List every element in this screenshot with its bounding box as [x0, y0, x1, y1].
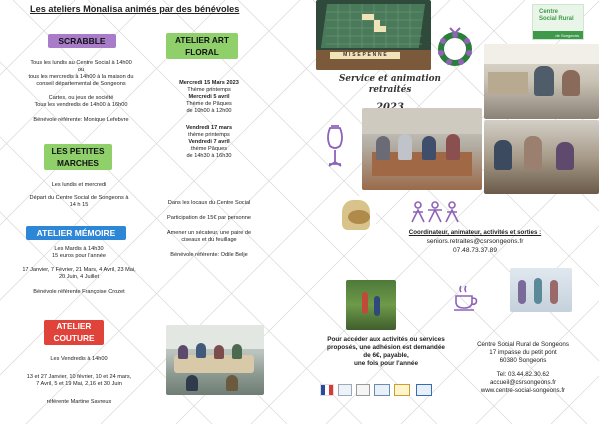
scrabble-line: tous les mercredis à 14h00 à la maison du [28, 74, 134, 80]
adhesion-line: proposés, une adhésion est demandée [327, 344, 445, 351]
marches-line: Les lundis et mercredi [51, 182, 107, 188]
gym-exercise-photo [510, 268, 572, 312]
badge-line: LES PETITES [51, 146, 105, 156]
address-line: 60380 Songeons [499, 357, 547, 364]
marches-section-text [0, 182, 158, 209]
scrabble-game-photo [316, 0, 431, 70]
badge-line: FLORAL [185, 47, 219, 57]
nuts-bag-photo [338, 196, 376, 234]
badge-line: ATELIER [56, 321, 92, 331]
coordinator-email[interactable]: seniors.retraites@csrsongeons.fr [426, 238, 524, 245]
scrabble-line: ou [77, 67, 85, 73]
floral-hours: de 10h00 à 12h00 [186, 108, 232, 114]
couture-line: 13 et 27 Janvier, 10 février, 10 et 24 mars, [26, 374, 132, 380]
republique-logo [320, 384, 334, 396]
floral-line: Amener un sécateur, une paire de [166, 230, 252, 236]
memoire-line: 15 euros pour l'année [52, 253, 106, 259]
scrabble-line: Cartes, ou jeux de société [48, 95, 114, 101]
floral-theme: thème printemps [188, 132, 230, 138]
adhesion-line: Pour accéder aux activités ou services [327, 336, 445, 343]
scrabble-board-grid [326, 4, 422, 48]
logo-line: Social Rural [539, 16, 574, 22]
address-block [458, 341, 588, 395]
atelier-couture-badge [44, 320, 104, 345]
logo-line: de Songeons [555, 33, 579, 38]
couture-line: 7 Avril, 5 et 19 Mai, 2,16 et 30 Juin [36, 381, 122, 387]
floral-section-text [160, 80, 258, 160]
memoire-section-text [0, 246, 158, 296]
address-line: 17 impasse du petit pont [489, 349, 557, 356]
badge-line: ATELIER ART [175, 35, 229, 45]
hikers-forest-photo [346, 280, 396, 330]
memoire-line: 20 Juin, 4 Juillet [58, 274, 100, 280]
flower-wreath-icon [434, 24, 476, 70]
memoire-referent: Bénévole référente Françoise Crozet [33, 289, 125, 295]
floral-theme: thème Pâques [190, 146, 228, 152]
seniors-gathering-photo [484, 120, 599, 194]
coordinator-block [380, 228, 570, 255]
floral-hours: de 14h30 à 16h30 [186, 153, 232, 159]
address-email[interactable]: accueil@csrsongeons.fr [489, 379, 557, 386]
couture-section-text [0, 356, 158, 406]
page-title: Les ateliers Monalisa animés par des bénévoles [30, 4, 240, 14]
floral-date: Vendredi 7 avril [188, 139, 230, 145]
floral-line: Participation de 15€ par personne [167, 215, 251, 221]
floral-theme: Thème printemps [187, 87, 231, 93]
petites-marches-badge [44, 144, 112, 170]
scrabble-line: Tous les vendredis de 14h00 à 16h00 [34, 102, 128, 108]
people-group-icon [410, 200, 460, 224]
floral-line: ciseaux et du feuillage [181, 237, 237, 243]
partner-logos-row [320, 382, 442, 398]
partner-logo [416, 384, 432, 396]
logo-line: Centre [539, 9, 559, 15]
couture-workshop-photo [166, 325, 264, 395]
scrabble-referent: Bénévole référente: Monique Lefebvre [33, 117, 129, 123]
scrabble-badge: SCRABBLE [48, 34, 116, 48]
partner-logo [374, 384, 390, 396]
memoire-line: 17 Janvier, 7 Février, 21 Mars, 4 Avril, 23 Mai, [22, 267, 136, 273]
sewing-mannequin-icon [320, 120, 350, 168]
coordinator-phone: 07.48.73.37.89 [453, 247, 497, 254]
floral-date: Mercredi 15 Mars 2023 [179, 80, 239, 86]
address-line: Centre Social Rural de Songeons [477, 341, 569, 348]
badge-line: MARCHES [57, 158, 99, 168]
couture-line: Les Vendredis à 14h00 [50, 356, 108, 362]
adhesion-block [312, 336, 460, 368]
scrabble-section-text [0, 60, 162, 124]
partner-logo [356, 384, 370, 396]
service-title-line: Service et animation retraités [339, 74, 441, 95]
address-phone: Tel: 03.44.82.30.62 [496, 371, 550, 378]
badge-line: COUTURE [53, 332, 95, 343]
floral-date: Vendredi 17 mars [185, 125, 233, 131]
coffee-cup-icon [452, 282, 482, 312]
couture-referent: référente Martine Savreux [46, 399, 112, 405]
atelier-floral-badge [166, 33, 238, 59]
activity-room-photo [484, 44, 599, 119]
memoire-line: Les Mardis à 14h30 [54, 246, 104, 252]
centre-social-logo [532, 4, 584, 40]
scrabble-tile-rack: M I S E P E N N E [330, 52, 400, 59]
marches-line: Départ du Centre Social de Songeons à [29, 195, 129, 201]
floral-date: Mercredi 5 avril [188, 94, 230, 100]
adhesion-line: de 6€, payable, [363, 352, 409, 359]
address-website[interactable]: www.centre-social-songeons.fr [480, 387, 566, 394]
scrabble-line: Tous les lundis au Centre Social à 14h00 [30, 60, 132, 66]
floral-referent: Bénévole référente: Odile Belje [170, 252, 248, 258]
atelier-memoire-badge: ATELIER MÉMOIRE [26, 226, 126, 240]
group-activity-photo [362, 108, 482, 190]
marches-line: 14 h 15 [69, 202, 89, 208]
floral-details-text [150, 200, 268, 259]
coordinator-title: Coordinateur, animateur, activités et sorties : [408, 229, 542, 236]
adhesion-line: une fois pour l'année [353, 360, 418, 367]
partner-logo [394, 384, 410, 396]
floral-line: Dans les locaux du Centre Social [167, 200, 251, 206]
partner-logo [338, 384, 352, 396]
floral-theme: Thème de Pâques [186, 101, 232, 107]
scrabble-line: conseil départemental de Songeons [36, 81, 126, 87]
